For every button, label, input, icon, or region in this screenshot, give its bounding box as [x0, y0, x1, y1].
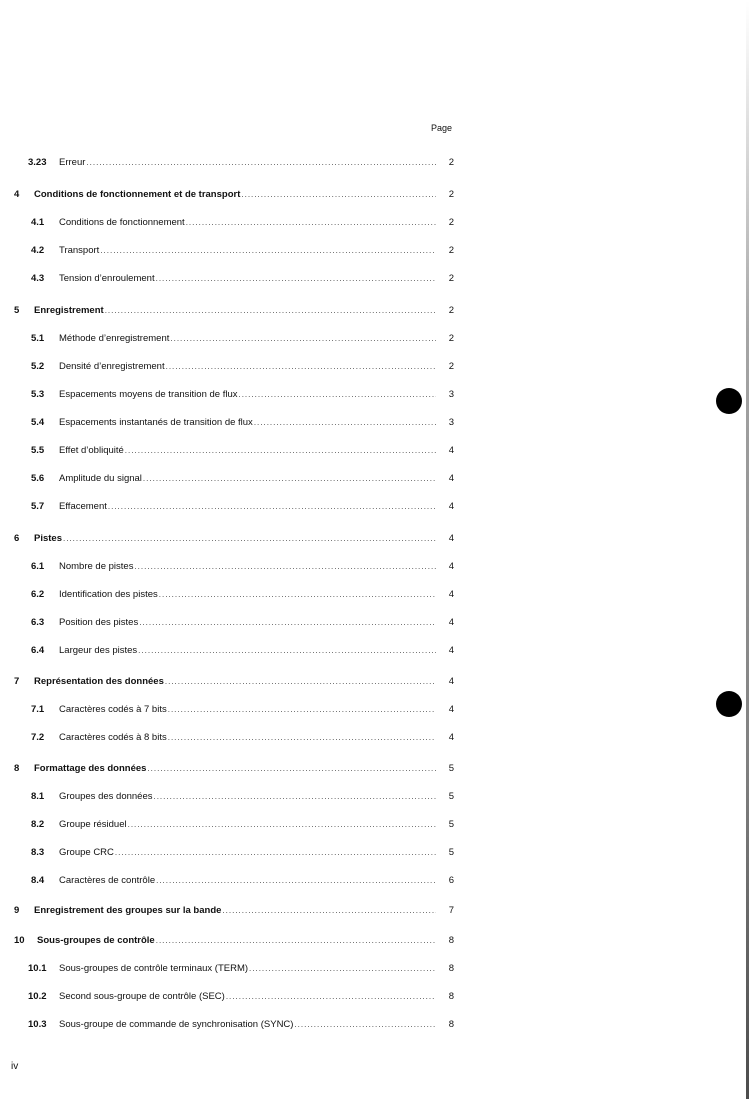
toc-entry-number: 4.1 [31, 217, 45, 228]
toc-entry-page: 4 [448, 561, 454, 572]
toc-entry-number: 8.4 [31, 875, 45, 886]
toc-entry-number: 5.3 [31, 389, 45, 400]
toc-entry-title[interactable]: Transport [59, 245, 100, 256]
toc-entry[interactable] [14, 615, 454, 631]
toc-entry[interactable] [14, 1017, 454, 1033]
toc-entry-page: 6 [448, 875, 454, 886]
toc-entry-title[interactable]: Sous-groupe de commande de synchronisation (SYNC) [59, 1019, 294, 1030]
toc-entry-page: 4 [448, 732, 454, 743]
toc-entry[interactable] [14, 443, 454, 459]
toc-entry[interactable] [14, 643, 454, 659]
toc-entry-title[interactable]: Sous-groupes de contrôle [37, 935, 155, 946]
toc-entry-title[interactable]: Caractères de contrôle [59, 875, 156, 886]
toc-entry-title[interactable]: Erreur [59, 157, 86, 168]
toc-entry-title[interactable]: Formattage des données [34, 763, 147, 774]
toc-entry-number: 5.1 [31, 333, 45, 344]
toc-entry-number: 10.3 [28, 1019, 47, 1030]
toc-entry[interactable] [14, 873, 454, 889]
toc-entry-title[interactable]: Effet d’obliquité [59, 445, 124, 456]
toc-entry-page: 5 [448, 847, 454, 858]
toc-entry-number: 6.3 [31, 617, 45, 628]
dot-leader [125, 443, 436, 459]
dot-leader [222, 903, 436, 919]
toc-entry-number: 4.3 [31, 273, 45, 284]
toc-entry-page: 2 [448, 217, 454, 228]
page-column-header: Page [431, 123, 453, 133]
dot-leader [165, 674, 436, 690]
toc-entry-number: 5.5 [31, 445, 45, 456]
dot-leader [159, 587, 436, 603]
toc-entry-number: 10.2 [28, 991, 47, 1002]
toc-entry-number: 8.3 [31, 847, 45, 858]
dot-leader [153, 789, 436, 805]
toc-entry-title[interactable]: Groupe résiduel [59, 819, 127, 830]
dot-leader [147, 761, 436, 777]
toc-entry-page: 4 [448, 533, 454, 544]
toc-entry-page: 2 [448, 189, 454, 200]
toc-entry[interactable] [14, 155, 454, 171]
toc-entry-title[interactable]: Groupes des données [59, 791, 153, 802]
dot-leader [115, 845, 436, 861]
toc-entry-title[interactable]: Sous-groupes de contrôle terminaux (TERM) [59, 963, 249, 974]
toc-entry-number: 10.1 [28, 963, 47, 974]
toc-entry-title[interactable]: Représentation des données [34, 676, 164, 687]
toc-entry-page: 2 [448, 333, 454, 344]
dot-leader [86, 155, 436, 171]
toc-entry-page: 3 [448, 417, 454, 428]
dot-leader [105, 303, 436, 319]
toc-entry[interactable] [14, 559, 454, 575]
toc-entry-title[interactable]: Groupe CRC [59, 847, 114, 858]
toc-entry[interactable] [14, 531, 454, 547]
toc-entry-page: 7 [448, 905, 454, 916]
toc-entry[interactable] [14, 817, 454, 833]
toc-entry-title[interactable]: Second sous-groupe de contrôle (SEC) [59, 991, 225, 1002]
toc-entry-number: 5.2 [31, 361, 45, 372]
scan-edge-shadow [746, 0, 749, 1099]
toc-entry-number: 8.2 [31, 819, 45, 830]
toc-entry-page: 4 [448, 676, 454, 687]
dot-leader [139, 615, 436, 631]
toc-entry-title[interactable]: Effacement [59, 501, 107, 512]
toc-entry-page: 8 [448, 991, 454, 1002]
toc-entry[interactable] [14, 674, 454, 690]
toc-entry-title[interactable]: Amplitude du signal [59, 473, 142, 484]
toc-entry[interactable] [14, 903, 454, 919]
dot-leader [63, 531, 436, 547]
toc-entry-title[interactable]: Tension d’enroulement [59, 273, 155, 284]
toc-entry-number: 6.1 [31, 561, 45, 572]
toc-entry[interactable] [14, 587, 454, 603]
dot-leader [241, 187, 436, 203]
toc-entry-page: 2 [448, 361, 454, 372]
toc-entry[interactable] [14, 702, 454, 718]
toc-entry-number: 7 [14, 676, 20, 687]
toc-entry-title[interactable]: Largeur des pistes [59, 645, 138, 656]
toc-entry-page: 4 [448, 501, 454, 512]
toc-entry-title[interactable]: Espacements moyens de transition de flux [59, 389, 238, 400]
dot-leader [238, 387, 436, 403]
toc-entry-page: 2 [448, 245, 454, 256]
toc-entry-number: 9 [14, 905, 20, 916]
toc-entry[interactable] [14, 499, 454, 515]
toc-entry[interactable] [14, 933, 454, 949]
dot-leader [254, 415, 436, 431]
toc-entry[interactable] [14, 845, 454, 861]
toc-entry-page: 2 [448, 273, 454, 284]
toc-entry[interactable] [14, 331, 454, 347]
toc-entry-number: 3.23 [28, 157, 47, 168]
dot-leader [294, 1017, 436, 1033]
toc-entry[interactable] [14, 271, 454, 287]
toc-entry-title[interactable]: Enregistrement [34, 305, 104, 316]
toc-entry-number: 4.2 [31, 245, 45, 256]
toc-entry[interactable] [14, 187, 454, 203]
toc-entry[interactable] [14, 359, 454, 375]
toc-entry-page: 2 [448, 305, 454, 316]
toc-entry-number: 4 [14, 189, 20, 200]
toc-entry-number: 10 [14, 935, 25, 946]
dot-leader [156, 271, 436, 287]
toc-entry-page: 8 [448, 963, 454, 974]
toc-entry[interactable] [14, 730, 454, 746]
toc-entry[interactable] [14, 387, 454, 403]
toc-entry-page: 4 [448, 445, 454, 456]
toc-entry[interactable] [14, 989, 454, 1005]
toc-entry-page: 2 [448, 157, 454, 168]
toc-entry-page: 4 [448, 473, 454, 484]
dot-leader [249, 961, 436, 977]
dot-leader [156, 933, 436, 949]
toc-entry-title[interactable]: Identification des pistes [59, 589, 158, 600]
dot-leader [166, 359, 436, 375]
dot-leader [168, 730, 436, 746]
toc-entry-number: 6.2 [31, 589, 45, 600]
dot-leader [138, 643, 436, 659]
toc-entry-title[interactable]: Caractères codés à 8 bits [59, 732, 167, 743]
toc-entry-page: 5 [448, 791, 454, 802]
dot-leader [156, 873, 436, 889]
toc-entry[interactable] [14, 243, 454, 259]
toc-entry-number: 8.1 [31, 791, 45, 802]
punch-hole-bottom [716, 691, 742, 717]
toc-entry-title[interactable]: Espacements instantanés de transition de flux [59, 417, 253, 428]
punch-hole-top [716, 388, 742, 414]
toc-entry-page: 5 [448, 763, 454, 774]
toc-entry-number: 5 [14, 305, 20, 316]
toc-entry-title[interactable]: Position des pistes [59, 617, 139, 628]
toc-entry-page: 3 [448, 389, 454, 400]
toc-entry[interactable] [14, 303, 454, 319]
toc-entry-title[interactable]: Caractères codés à 7 bits [59, 704, 167, 715]
toc-entry-title[interactable]: Conditions de fonctionnement et de transport [34, 189, 241, 200]
toc-entry[interactable] [14, 471, 454, 487]
dot-leader [134, 559, 436, 575]
toc-entry-number: 6 [14, 533, 20, 544]
toc-entry-title[interactable]: Conditions de fonctionnement [59, 217, 185, 228]
dot-leader [100, 243, 436, 259]
toc-entry-page: 4 [448, 617, 454, 628]
dot-leader [226, 989, 436, 1005]
toc-entry-title[interactable]: Pistes [34, 533, 62, 544]
toc-entry-page: 4 [448, 704, 454, 715]
toc-entry-number: 5.4 [31, 417, 45, 428]
toc-entry[interactable] [14, 761, 454, 777]
toc-entry-number: 5.6 [31, 473, 45, 484]
toc-entry-title[interactable]: Nombre de pistes [59, 561, 134, 572]
toc-entry-title[interactable]: Densité d’enregistrement [59, 361, 165, 372]
dot-leader [168, 702, 436, 718]
toc-entry-title[interactable]: Enregistrement des groupes sur la bande [34, 905, 222, 916]
toc-entry[interactable] [14, 789, 454, 805]
toc-entry-number: 6.4 [31, 645, 45, 656]
toc-entry-page: 4 [448, 589, 454, 600]
toc-entry-number: 8 [14, 763, 20, 774]
dot-leader [128, 817, 436, 833]
toc-entry-page: 4 [448, 645, 454, 656]
toc-entry-page: 5 [448, 819, 454, 830]
dot-leader [143, 471, 436, 487]
toc-entry-page: 8 [448, 935, 454, 946]
toc-entry-page: 8 [448, 1019, 454, 1030]
toc-entry-title[interactable]: Méthode d’enregistrement [59, 333, 170, 344]
toc-entry-number: 7.1 [31, 704, 45, 715]
toc-entry[interactable] [14, 215, 454, 231]
dot-leader [170, 331, 436, 347]
dot-leader [108, 499, 436, 515]
dot-leader [186, 215, 436, 231]
toc-entry[interactable] [14, 961, 454, 977]
toc-entry-number: 5.7 [31, 501, 45, 512]
toc-entry-number: 7.2 [31, 732, 45, 743]
toc-entry[interactable] [14, 415, 454, 431]
footer-page-number: iv [11, 1061, 19, 1072]
